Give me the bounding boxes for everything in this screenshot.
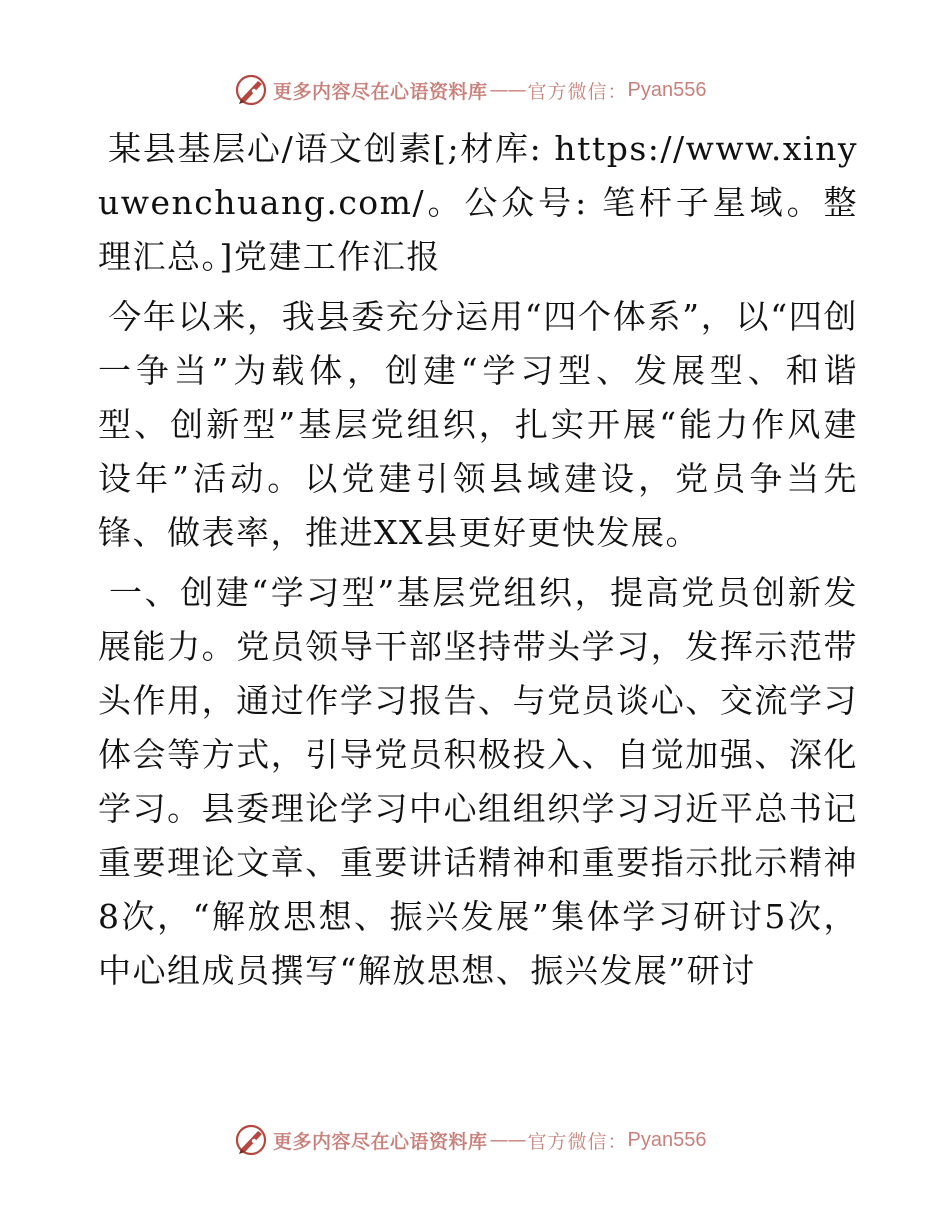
pen-logo-icon: [233, 72, 269, 108]
paragraph-title: [98, 122, 858, 284]
watermark-wechat-id: Pyan556: [627, 78, 707, 101]
footer-watermark: [233, 1122, 713, 1158]
watermark-label: 官方微信：: [527, 1130, 628, 1153]
watermark-label: 官方微信：: [527, 80, 628, 103]
pen-logo-icon: [233, 1122, 269, 1158]
watermark-separator: ——: [489, 79, 526, 101]
paragraph-section-1: [98, 566, 858, 998]
watermark-separator: ——: [489, 1129, 526, 1151]
watermark-brand: 更多内容尽在心语资料库: [273, 80, 488, 103]
header-watermark: [233, 72, 713, 108]
document-body: [98, 122, 858, 998]
watermark-wechat-id: Pyan556: [627, 1128, 707, 1151]
watermark-brand: 更多内容尽在心语资料库: [273, 1130, 488, 1153]
paragraph-intro: [98, 290, 858, 560]
paragraph-text: 一、创建“学习型”基层党组织，提高党员创新发展能力。党员领导干部坚持带头学习，发挥示范带头作用，通过作学习报告、与党员谈心、交流学习体会等方式，引导党员积极投入、自觉加强、深化学习。县委理论学习中心组组织学习习近平总书记重要理论文章、重要讲话精神和重要指示批示精神8次，“解放思想、振兴发展”集体学习研讨5次，中心组成员撰写“解放思想、振兴发展”研讨: [98, 573, 858, 990]
paragraph-text: 某县基层心/语文创素[;材库: https://www.xinyuwenchuang.com/。公众号: 笔杆子星域。整理汇总。]党建工作汇报: [98, 129, 858, 276]
paragraph-text: 今年以来，我县委充分运用“四个体系”，以“四创一争当”为载体，创建“学习型、发展型、和谐型、创新型”基层党组织，扎实开展“能力作风建设年”活动。以党建引领县域建设，党员争当先锋、做表率，推进XX县更好更快发展。: [98, 297, 858, 552]
